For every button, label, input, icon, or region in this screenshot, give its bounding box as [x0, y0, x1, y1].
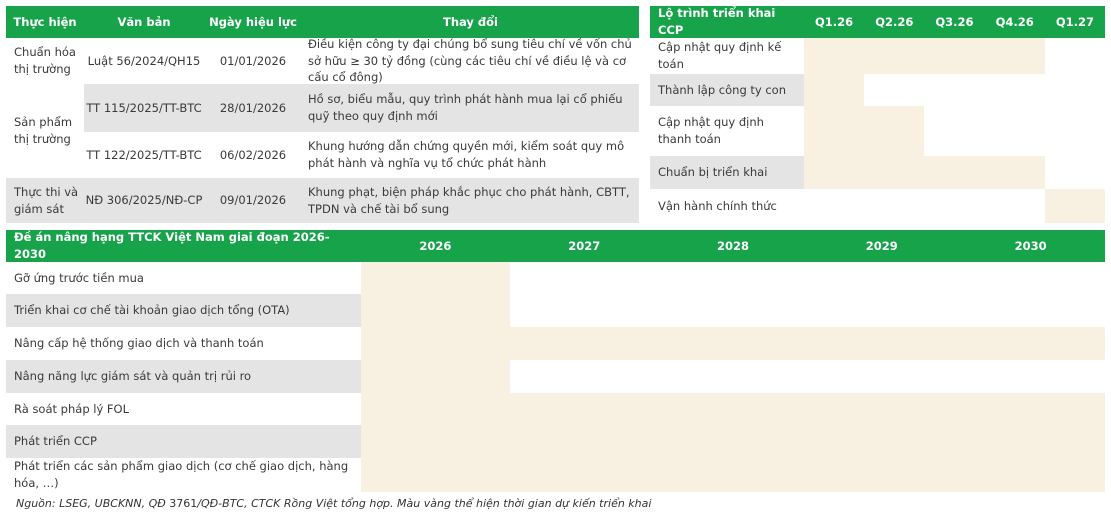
group-label: Thực thi và giám sát	[14, 184, 79, 216]
ccp-row-label: Cập nhật quy định kế toán	[658, 40, 782, 71]
ccp-timeline-bar	[985, 156, 1045, 189]
ccp-row	[650, 106, 1105, 156]
plan-period-2027: 2027	[568, 238, 601, 253]
ccp-timeline-bar	[804, 38, 864, 74]
plan-period-2029: 2029	[865, 238, 898, 253]
plan-timeline-bar	[956, 458, 1105, 492]
legal-changes-table	[6, 6, 639, 223]
plan-timeline-bar	[361, 262, 510, 294]
market-upgrade-plan-table	[6, 230, 1105, 492]
plan-timeline-bar	[659, 425, 808, 458]
ccp-period-q1-26: Q1.26	[815, 14, 854, 29]
group-label: Sản phẩm thị trường	[14, 115, 73, 146]
ccp-timeline-bar	[804, 106, 864, 156]
plan-timeline-bar	[807, 458, 956, 492]
plan-row	[6, 294, 1105, 327]
source-note	[16, 497, 651, 510]
ccp-row-label: Vận hành chính thức	[658, 198, 777, 213]
ccp-period-q3-26: Q3.26	[935, 14, 974, 29]
document-cell: TT 115/2025/TT-BTC	[86, 100, 202, 115]
legal-table-header	[6, 6, 639, 38]
plan-row	[6, 393, 1105, 425]
plan-timeline-bar	[659, 393, 808, 425]
plan-timeline-bar	[361, 360, 510, 393]
ccp-timeline-bar	[924, 38, 984, 74]
date-cell: 01/01/2026	[219, 53, 287, 68]
plan-timeline-bar	[807, 425, 956, 458]
plan-row-label: Phát triển các sản phẩm giao dịch (cơ chế giao dịch, hàng hóa, …)	[14, 459, 349, 490]
ccp-period-q2-26: Q2.26	[875, 14, 914, 29]
plan-timeline-bar	[659, 327, 808, 360]
plan-timeline-bar	[807, 327, 956, 360]
ccp-period-q4-26: Q4.26	[995, 14, 1034, 29]
plan-timeline-bar	[510, 393, 659, 425]
change-cell: Điều kiện công ty đại chúng bổ sung tiêu chí về vốn chủ sở hữu ≥ 30 tỷ đồng (cùng các tiêu chí về điều lệ và cơ cấu cổ đông)	[308, 37, 632, 85]
plan-timeline-bar	[361, 425, 510, 458]
plan-row	[6, 425, 1105, 458]
source-suffix: /QĐ-BTC, CTCK Rồng Việt tổng hợp. Màu vàng thể hiện thời gian dự kiến triển khai	[197, 497, 652, 510]
change-cell: Khung hướng dẫn chứng quyền mới, kiểm soát quy mô phát hành và nghĩa vụ tổ chức phát hành	[308, 139, 625, 170]
plan-timeline-bar	[361, 294, 510, 327]
plan-timeline-bar	[510, 425, 659, 458]
plan-timeline-bar	[510, 327, 659, 360]
ccp-timeline-bar	[804, 74, 864, 106]
plan-period-2030: 2030	[1014, 238, 1047, 253]
plan-period-2026: 2026	[419, 238, 452, 253]
plan-timeline-bar	[361, 393, 510, 425]
ccp-row	[650, 38, 1105, 74]
plan-row	[6, 360, 1105, 393]
plan-period-2028: 2028	[716, 238, 749, 253]
ccp-timeline-bar	[864, 38, 924, 74]
plan-row	[6, 327, 1105, 360]
ccp-timeline-bar	[864, 156, 924, 189]
ccp-roadmap-table	[650, 6, 1105, 223]
source-number: 3761	[169, 497, 198, 510]
plan-row-label: Phát triển CCP	[14, 434, 97, 449]
ccp-period-q1-27: Q1.27	[1055, 14, 1094, 29]
plan-timeline-bar	[807, 393, 956, 425]
ccp-row	[650, 74, 1105, 106]
ccp-title: Lộ trình triển khai CCP	[658, 6, 776, 37]
plan-timeline-bar	[361, 327, 510, 360]
ccp-timeline-bar	[924, 156, 984, 189]
change-cell: Hồ sơ, biểu mẫu, quy trình phát hành mua lại cổ phiếu quỹ theo quy định mới	[308, 92, 623, 123]
ccp-row	[650, 156, 1105, 189]
plan-row	[6, 458, 1105, 492]
plan-timeline-bar	[659, 458, 808, 492]
document-cell: Luật 56/2024/QH15	[87, 53, 201, 68]
document-cell: TT 122/2025/TT-BTC	[86, 147, 202, 162]
ccp-header	[650, 6, 1105, 38]
plan-timeline-bar	[361, 458, 510, 492]
plan-row-label: Nâng cấp hệ thống giao dịch và thanh toán	[14, 336, 264, 351]
plan-title: Đề án nâng hạng TTCK Việt Nam giai đoạn 2026-2030	[14, 230, 330, 261]
ccp-row-label: Cập nhật quy định thanh toán	[658, 115, 764, 146]
date-cell: 06/02/2026	[219, 147, 287, 162]
header-implementation: Thực hiện	[13, 15, 77, 29]
ccp-timeline-bar	[804, 156, 864, 189]
plan-row-label: Gỡ ứng trước tiền mua	[14, 270, 144, 285]
date-cell: 28/01/2026	[219, 100, 287, 115]
source-prefix: Nguồn: LSEG, UBCKNN, QĐ	[16, 497, 170, 510]
date-cell: 09/01/2026	[219, 193, 287, 208]
plan-row-label: Rà soát pháp lý FOL	[14, 401, 129, 416]
ccp-timeline-bar	[864, 106, 924, 156]
header-document: Văn bản	[117, 15, 171, 29]
header-effective-date: Ngày hiệu lực	[209, 15, 297, 29]
plan-timeline-bar	[956, 425, 1105, 458]
plan-row-label: Nâng năng lực giám sát và quản trị rủi ro	[14, 369, 252, 384]
header-change: Thay đổi	[442, 15, 498, 29]
ccp-row	[650, 189, 1105, 223]
ccp-timeline-bar	[1045, 189, 1105, 223]
plan-timeline-bar	[956, 393, 1105, 425]
plan-timeline-bar	[956, 327, 1105, 360]
document-cell: NĐ 306/2025/NĐ-CP	[85, 193, 203, 208]
plan-timeline-bar	[510, 458, 659, 492]
change-cell: Khung phạt, biện pháp khắc phục cho phát hành, CBTT, TPDN và chế tài bổ sung	[308, 184, 630, 216]
plan-header	[6, 230, 1105, 262]
plan-row-label: Triển khai cơ chế tài khoản giao dịch tổng (OTA)	[14, 303, 290, 318]
ccp-row-label: Chuẩn bị triển khai	[658, 165, 768, 180]
ccp-timeline-bar	[985, 38, 1045, 74]
ccp-row-label: Thành lập công ty con	[658, 82, 787, 97]
plan-row	[6, 262, 1105, 294]
group-label: Chuẩn hóa thị trường	[14, 45, 76, 76]
